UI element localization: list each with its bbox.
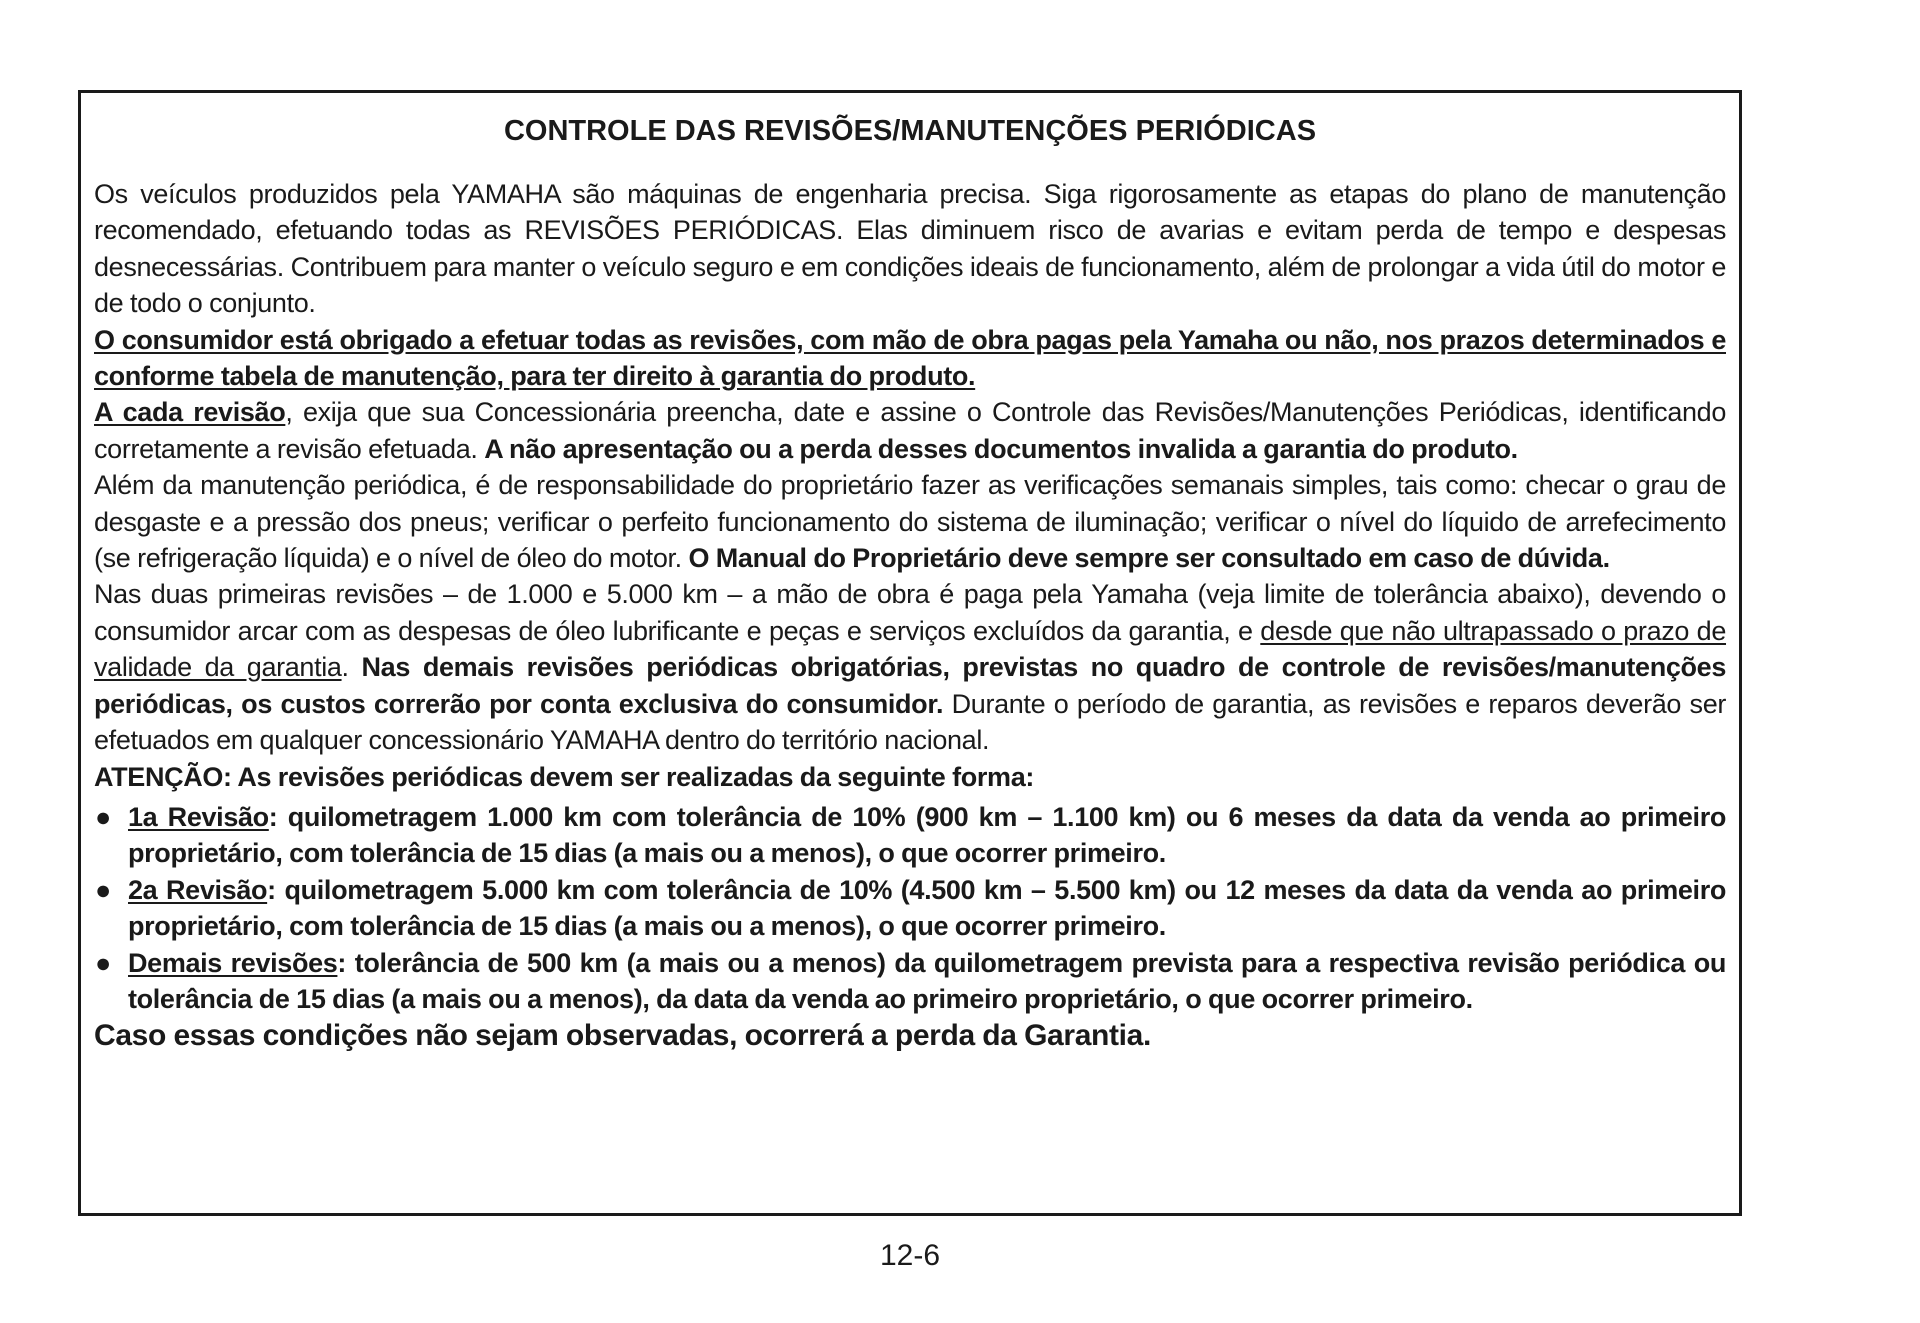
each-revision-text: , exija que sua Concessionária preencha, date e assine o Controle das Revisões/Manutenções Periódicas, identificando corretamente a revisão efetuada. xyxy=(94,397,1726,464)
first-revisions-paragraph xyxy=(94,576,1726,758)
revision-schedule-list xyxy=(94,799,1726,1017)
closing-warning: Caso essas condições não sejam observadas, ocorrerá a perda da Garantia. xyxy=(94,1019,1151,1053)
list-item xyxy=(94,945,1726,1018)
weekly-checks-note: O Manual do Proprietário deve sempre ser consultado em caso de dúvida. xyxy=(688,543,1610,574)
weekly-checks-paragraph xyxy=(94,467,1726,576)
each-revision-warning: A não apresentação ou a perda desses documentos invalida a garantia do produto. xyxy=(484,433,1518,464)
revision-details: : quilometragem 1.000 km com tolerância de 10% (900 km – 1.100 km) ou 6 meses da data da venda ao primeiro proprietário, com tolerância de 15 dias (a mais ou a menos), o que ocorrer primeiro. xyxy=(128,801,1727,869)
revision-label: 1a Revisão xyxy=(128,801,269,832)
bullet-icon: ● xyxy=(95,947,111,978)
obligation-paragraph: O consumidor está obrigado a efetuar todas as revisões, com mão de obra pagas pela Yamaha ou não, nos prazos determinados e conforme tabela de manutenção, para ter direito à garantia do produto. xyxy=(94,324,1726,392)
bullet-icon: ● xyxy=(95,874,111,905)
weekly-checks-text: Além da manutenção periódica, é de responsabilidade do proprietário fazer as verificações semanais simples, tais como: checar o grau de desgaste e a pressão dos pneus; verificar o perfeito funcionamento do sistema de iluminação; verificar o nível do líquido de arrefecimento (se refrigeração líquida) e o nível de óleo do motor. xyxy=(94,470,1726,574)
intro-paragraph: Os veículos produzidos pela YAMAHA são máquinas de engenharia precisa. Siga rigorosamente as etapas do plano de manutenção recomendado, efetuando todas as REVISÕES PERIÓDICAS. Elas diminuem risco de avarias e evitam perda de tempo e despesas desnecessárias. Contribuem para manter o veículo seguro e em condições ideais de funcionamento, além de prolongar a vida útil do motor e de todo o conjunto. xyxy=(94,179,1726,319)
first-revisions-sep: . xyxy=(341,652,362,683)
list-item xyxy=(94,872,1726,945)
revision-details: : quilometragem 5.000 km com tolerância de 10% (4.500 km – 5.500 km) ou 12 meses da data da venda ao primeiro proprietário, com tolerância de 15 dias (a mais ou a menos), o que ocorrer primeiro. xyxy=(128,874,1727,942)
page-number: 12-6 xyxy=(879,1239,941,1272)
each-revision-lead: A cada revisão xyxy=(94,397,286,428)
revision-control-box xyxy=(78,90,1742,1216)
revision-label: 2a Revisão xyxy=(128,874,268,905)
bullet-icon: ● xyxy=(95,801,111,832)
warranty-validity-note: desde que não ultrapassado o prazo de validade da garantia xyxy=(94,615,1727,683)
revision-label: Demais revisões xyxy=(128,947,338,978)
first-revisions-tail: Durante o período de garantia, as revisões e reparos deverão ser efetuados em qualquer concessionário YAMAHA dentro do território nacional. xyxy=(94,688,1726,756)
first-revisions-text: Nas duas primeiras revisões – de 1.000 e 5.000 km – a mão de obra é paga pela Yamaha (veja limite de tolerância abaixo), devendo o consumidor arcar com as despesas de óleo lubrificante e peças e serviços excluídos da garantia, e xyxy=(94,579,1726,646)
attention-heading: ATENÇÃO: As revisões periódicas devem ser realizadas da seguinte forma: xyxy=(94,761,1035,792)
other-revisions-costs: Nas demais revisões periódicas obrigatórias, previstas no quadro de controle de revisões/manutenções periódicas, os custos correrão por conta exclusiva do consumidor. xyxy=(94,652,1726,719)
page-title: CONTROLE DAS REVISÕES/MANUTENÇÕES PERIÓDICAS xyxy=(503,115,1317,147)
revision-details: : tolerância de 500 km (a mais ou a menos) da quilometragem prevista para a respectiva revisão periódica ou tolerância de 15 dias (a mais ou a menos), da data da venda ao primeiro proprietário, o que ocorrer primeiro. xyxy=(128,947,1727,1014)
list-item xyxy=(94,799,1726,872)
each-revision-paragraph xyxy=(94,394,1726,467)
document-body xyxy=(94,176,1726,1055)
